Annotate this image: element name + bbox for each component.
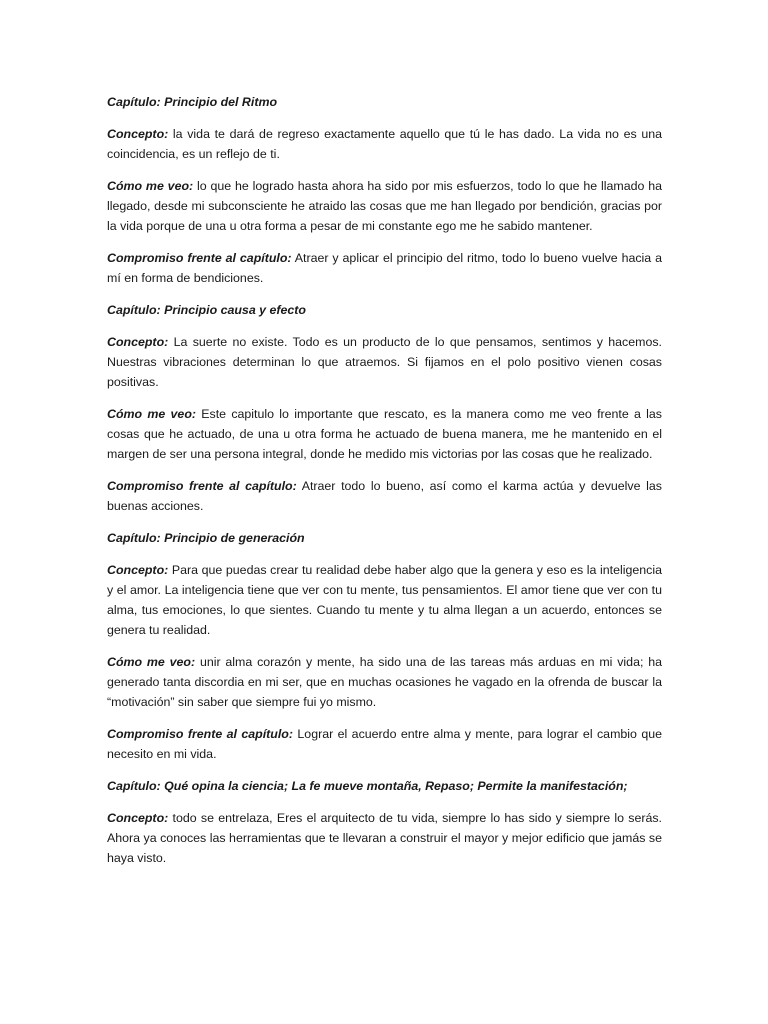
paragraph-label: Concepto: [107,127,169,141]
chapter-heading [107,300,662,320]
concept-paragraph [107,808,662,868]
concept-paragraph [107,560,662,640]
paragraph-label: Compromiso frente al capítulo: [107,479,297,493]
paragraph-text: Atraer y aplicar el principio del ritmo, todo lo bueno vuelve hacia a mí en forma de bendiciones. [107,251,663,285]
paragraph-label: Concepto: [107,335,169,349]
document-page [107,92,662,880]
paragraph-text: Este capitulo lo importante que rescato, es la manera como me veo frente a las cosas que he actuado, de una u otra forma he actuado de buena manera, me he mantenido en el margen de ser una persona integral, donde he medido mis victorias por las cosas que he realizado. [107,407,663,461]
paragraph-text: Lograr el acuerdo entre alma y mente, para lograr el cambio que necesito en mi vida. [107,727,662,761]
commitment-paragraph [107,724,662,764]
commitment-paragraph [107,248,662,288]
paragraph-label: Cómo me veo: [107,179,194,193]
chapter-heading [107,92,662,112]
paragraph-text: Atraer todo lo bueno, así como el karma actúa y devuelve las buenas acciones. [107,479,663,513]
paragraph-text: Para que puedas crear tu realidad debe haber algo que la genera y eso es la inteligencia y el amor. La inteligencia tiene que ver con tu mente, tus pensamientos. El amor tiene que ver con tu alma, tus emociones, lo que sientes. Cuando tu mente y tu alma llegan a un acuerdo, entonces se genera tu realidad. [107,563,662,637]
commitment-paragraph [107,476,662,516]
paragraph-label: Concepto: [107,811,169,825]
self-view-paragraph [107,404,662,464]
paragraph-label: Compromiso frente al capítulo: [107,727,294,741]
paragraph-label: Compromiso frente al capítulo: [107,251,292,265]
self-view-paragraph [107,176,662,236]
chapter-title: Capítulo: Principio del Ritmo [107,95,278,109]
chapter-heading [107,776,662,796]
paragraph-label: Concepto: [107,563,169,577]
chapter-title: Capítulo: Qué opina la ciencia; La fe mueve montaña, Repaso; Permite la manifestación; [107,779,628,793]
paragraph-text: todo se entrelaza, Eres el arquitecto de tu vida, siempre lo has sido y siempre lo serás. Ahora ya conoces las herramientas que te llevaran a construir el mayor y mejor edificio que jamás se haya visto. [107,811,662,865]
chapter-heading [107,528,662,548]
concept-paragraph [107,332,662,392]
paragraph-text: unir alma corazón y mente, ha sido una de las tareas más arduas en mi vida; ha generado tanta discordia en mi ser, que en muchas ocasiones he vagado en la ofrenda de buscar la “motivación” sin saber que siempre fui yo mismo. [107,655,663,709]
paragraph-label: Cómo me veo: [107,655,196,669]
self-view-paragraph [107,652,662,712]
paragraph-text: la vida te dará de regreso exactamente aquello que tú le has dado. La vida no es una coincidencia, es un reflejo de ti. [107,127,662,161]
chapter-title: Capítulo: Principio causa y efecto [107,303,306,317]
concept-paragraph [107,124,662,164]
paragraph-label: Cómo me veo: [107,407,197,421]
paragraph-text: lo que he logrado hasta ahora ha sido por mis esfuerzos, todo lo que he llamado ha llegado, desde mi subconsciente he atraido las cosas que me han llegado por bendición, gracias por la vida porque de una u otra forma a pesar de mi constante ego me he sabido mantener. [107,179,662,233]
chapter-title: Capítulo: Principio de generación [107,531,305,545]
paragraph-text: La suerte no existe. Todo es un producto de lo que pensamos, sentimos y hacemos. Nuestras vibraciones determinan lo que atraemos. Si fijamos en el polo positivo vienen cosas positivas. [107,335,662,389]
